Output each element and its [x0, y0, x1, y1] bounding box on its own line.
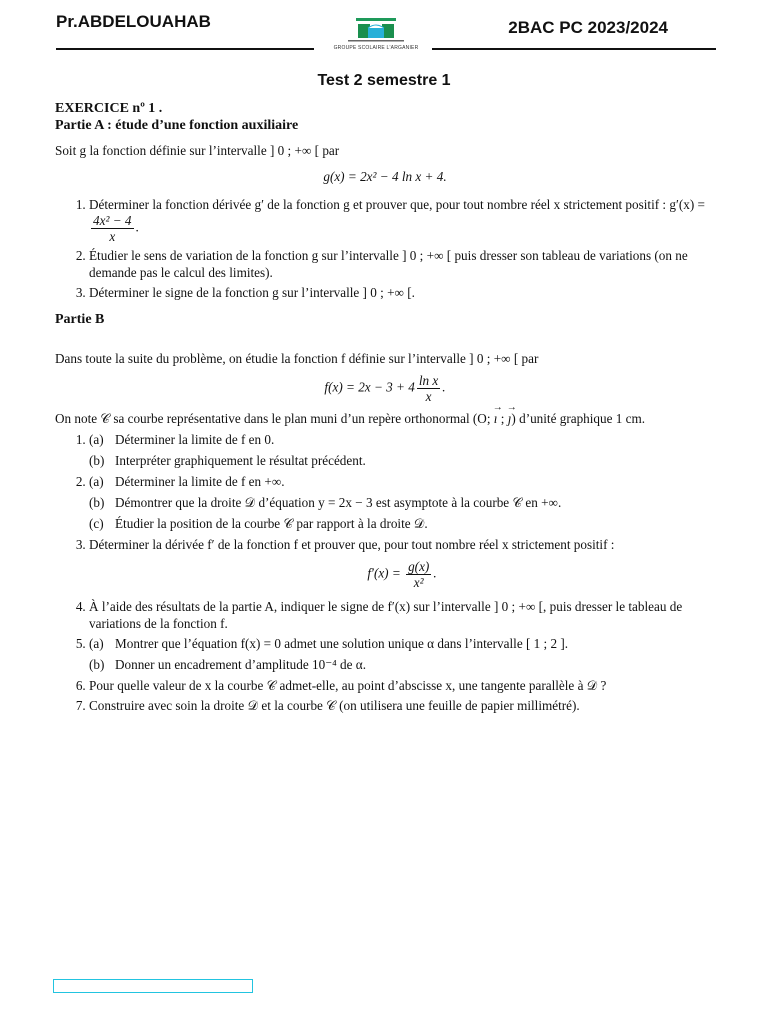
footer-box	[53, 979, 253, 993]
partB-questions	[55, 431, 715, 714]
partB-q1b	[89, 452, 715, 469]
partB-title: Partie B	[55, 312, 105, 327]
partB-q2c	[89, 515, 715, 532]
label-b: (b)	[89, 495, 105, 510]
partB-q2a-text: Déterminer la limite de f en +∞.	[115, 474, 285, 489]
partB-intro: Dans toute la suite du problème, on étudie la fonction f définie sur l’intervalle ] 0 ; +∞ [ par	[55, 351, 539, 366]
partB-q2	[89, 473, 715, 532]
partB-note-part2: ) d’unité graphique 1 cm.	[511, 411, 646, 426]
partA-q1-num: 4x² − 4	[93, 213, 132, 228]
partB-q4: 4. À l’aide des résultats de la partie A, indiquer le signe de f′(x) sur l’intervalle ] 0 ; +∞ [, puis dresser le tableau de variations de la fonction f.	[89, 598, 715, 632]
label-a: (a)	[89, 474, 104, 489]
partA-q3: 3. Déterminer le signe de la fonction g sur l’intervalle ] 0 ; +∞ [.	[89, 284, 715, 301]
partB-q3-equation: f′(x) = $\frac{g(x)}{\text{x²}}$ .	[367, 559, 437, 590]
partB-q1a	[89, 431, 715, 448]
vector-j: → ȷ	[508, 410, 512, 427]
partB-q5a-text: Montrer que l’équation f(x) = 0 admet une solution unique α dans l’intervalle [ 1 ; 2 ].	[115, 636, 569, 651]
label-a: (a)	[89, 432, 104, 447]
partB-equation: f(x) = 2x − 3 + 4 $\frac{\text{ln x}}{x}$ .	[324, 373, 446, 404]
partA-q1: 1. Déterminer la fonction dérivée g′ de la fonction g et prouver que, pour tout nombre réel x strictement positif : g′(x) = $\frac{\text{4x² − 4}}{x}$ .	[89, 196, 715, 244]
label-b: (b)	[89, 453, 105, 468]
partA-q1-den: x	[109, 229, 116, 244]
partB-q5a	[89, 635, 715, 652]
partB-eq-den: x	[425, 389, 432, 404]
partB-q1	[89, 431, 715, 469]
partB-eq-num: ln x	[418, 373, 439, 388]
partB-q1a-text: Déterminer la limite de f en 0.	[115, 432, 275, 447]
header-rule-left	[56, 48, 314, 50]
exercise-content	[55, 100, 715, 717]
partA-intro: Soit g la fonction définie sur l’intervalle ] 0 ; +∞ [ par	[55, 143, 340, 158]
partB-q2b-text: Démontrer que la droite 𝒟 d’équation y = 2x − 3 est asymptote à la courbe 𝒞 en +∞.	[115, 495, 562, 510]
partA-questions	[55, 196, 715, 301]
partB-q3-fraction	[406, 559, 431, 590]
school-logo-text: GROUPE SCOLAIRE L'ARGANIER	[333, 45, 419, 51]
label-c: (c)	[89, 516, 104, 531]
partB-note-part1: On note 𝒞 sa courbe représentative dans le plan muni d’un repère orthonormal (O;	[55, 411, 494, 426]
partA-q1-text: Déterminer la fonction dérivée g′ de la fonction g et prouver que, pour tout nombre réel x strictement positif : g′(x) =	[89, 197, 705, 212]
partB-eq-left: f(x) = 2x − 3 + 4	[324, 379, 415, 395]
test-title: Test 2 semestre 1	[317, 72, 451, 89]
partB-q3	[89, 536, 715, 590]
partB-q5b	[89, 656, 715, 673]
partB-q1b-text: Interpréter graphiquement le résultat précédent.	[115, 453, 366, 468]
partB-q6: 6. Pour quelle valeur de x la courbe 𝒞 admet-elle, au point d’abscisse x, une tangente parallèle à 𝒟 ?	[89, 677, 715, 694]
partB-q3-num: g(x)	[408, 559, 430, 574]
label-b: (b)	[89, 657, 105, 672]
partB-q7: 7. Construire avec soin la droite 𝒟 et la courbe 𝒞 (on utilisera une feuille de papier millimétré).	[89, 697, 715, 714]
partB-q2a	[89, 473, 715, 490]
partB-q2c-text: Étudier la position de la courbe 𝒞 par rapport à la droite 𝒟.	[115, 516, 428, 531]
partA-q2: 2. Étudier le sens de variation de la fonction g sur l’intervalle ] 0 ; +∞ [ puis dresser son tableau de variations (on ne demande pas le calcul des limites).	[89, 247, 715, 281]
label-a: (a)	[89, 636, 104, 651]
partB-q5	[89, 635, 715, 673]
partB-q3-den: x²	[413, 575, 424, 590]
partB-eq-fraction	[417, 373, 440, 404]
partB-note: On note 𝒞 sa courbe représentative dans le plan muni d’un repère orthonormal (O; → ı ; → ȷ) d’unité graphique 1 cm.	[55, 410, 715, 427]
class-level: 2BAC PC 2023/2024	[508, 18, 668, 37]
partA-equation: g(x) = 2x² − 4 ln x + 4.	[323, 169, 447, 184]
vector-i: → ı	[494, 410, 498, 427]
partB-q3-text: Déterminer la dérivée f′ de la fonction f et prouver que, pour tout nombre réel x strictement positif :	[89, 537, 615, 552]
header-rule-right	[432, 48, 716, 50]
exercise-heading: EXERCICE nº 1 .	[55, 101, 163, 116]
partB-q5b-text: Donner un encadrement d’amplitude 10⁻⁴ de α.	[115, 657, 367, 672]
partB-q2b	[89, 494, 715, 511]
partA-title: Partie A : étude d’une fonction auxiliaire	[55, 118, 299, 133]
partA-q1-fraction	[91, 213, 134, 244]
partB-q3-eq-left: f′(x) =	[367, 565, 401, 581]
teacher-name: Pr.ABDELOUAHAB	[56, 12, 211, 31]
